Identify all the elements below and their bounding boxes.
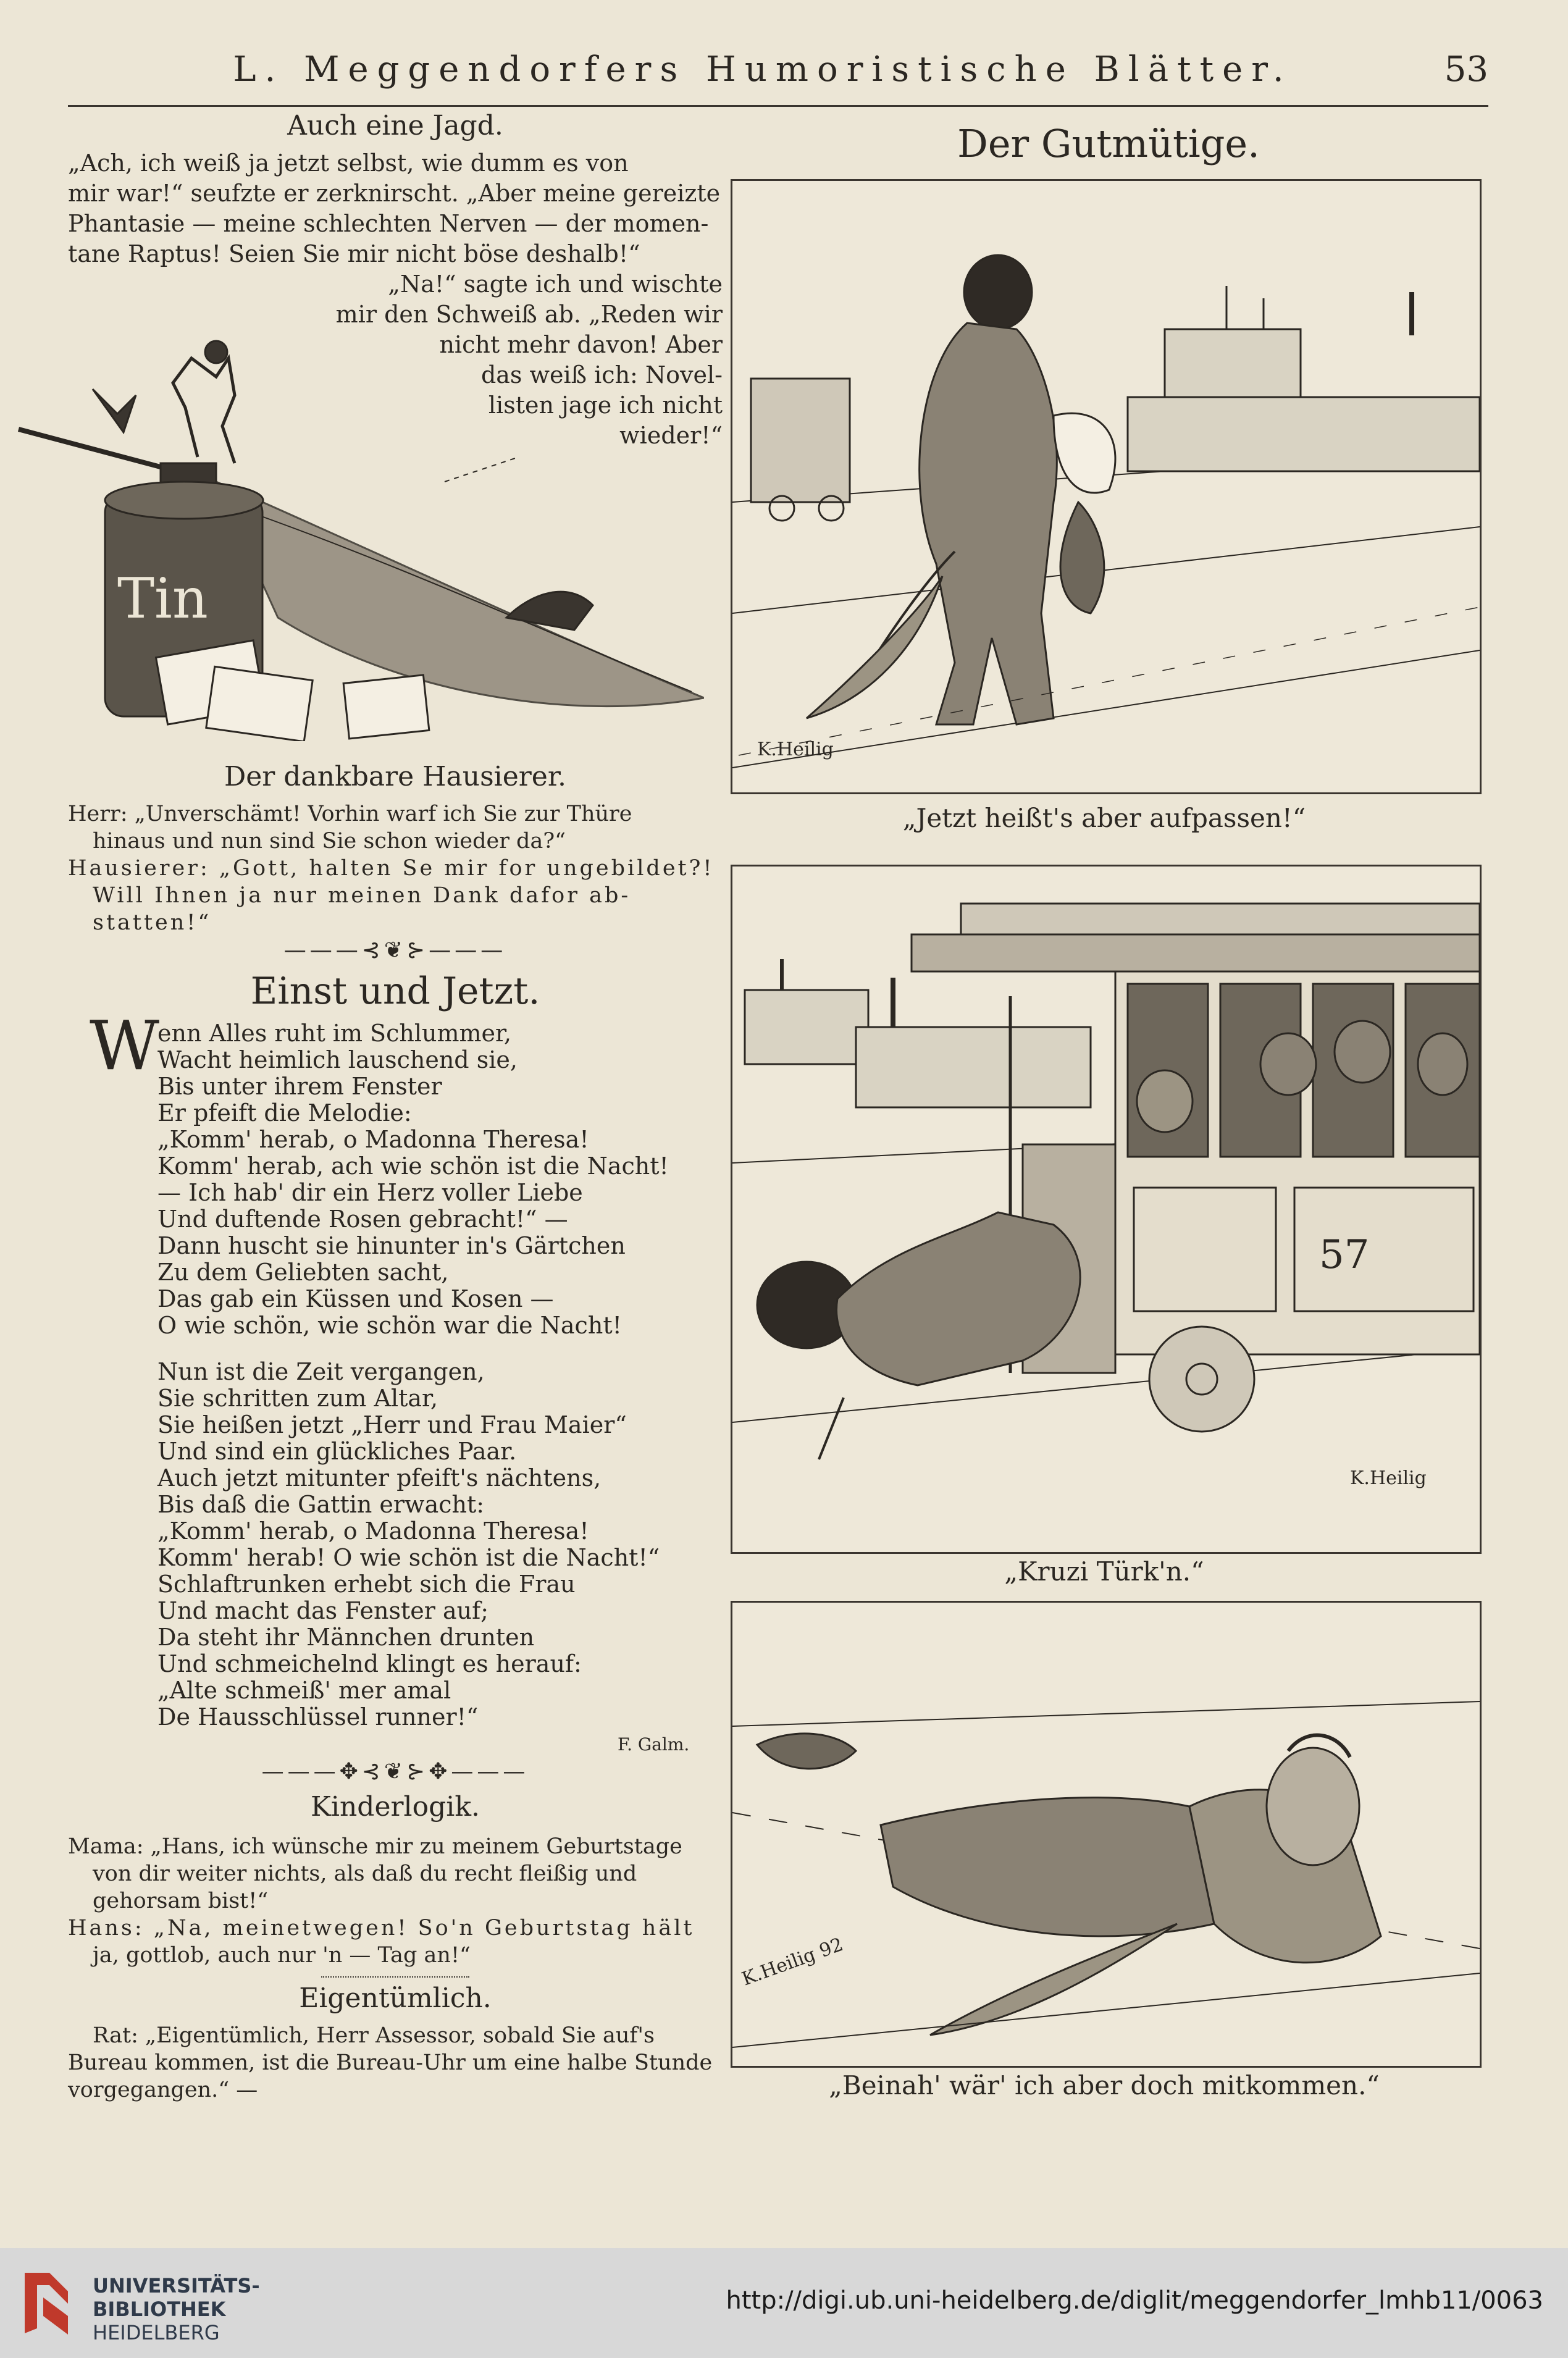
comic-panel-3 bbox=[731, 1601, 1482, 2068]
einst-s2-line-13: „Alte schmeiß' mer amal bbox=[157, 1677, 451, 1704]
panel-2-drawing bbox=[732, 866, 1480, 1552]
panel-3-caption: „Beinah' wär' ich aber doch mitkommen.“ bbox=[829, 2070, 1380, 2100]
einst-s1-line-11: Das gab ein Küssen und Kosen — bbox=[157, 1285, 554, 1312]
gutmuetige-title: Der Gutmütige. bbox=[957, 121, 1260, 166]
source-url-link[interactable]: http://digi.ub.uni-heidelberg.de/diglit/meggendorfer_lmhb11/0063 bbox=[726, 2286, 1543, 2315]
library-name-line-3: HEIDELBERG bbox=[93, 2321, 220, 2344]
poem-author: F. Galm. bbox=[618, 1734, 690, 1755]
drop-cap: W bbox=[90, 1006, 160, 1085]
university-logo-icon[interactable] bbox=[19, 2267, 74, 2339]
einst-s1-line-3: Bis unter ihrem Fenster bbox=[157, 1073, 442, 1100]
hausierer-line-3: Hausierer: „Gott, halten Se mir for ungebildet?! bbox=[68, 856, 715, 881]
hausierer-line-1: Herr: „Unverschämt! Vorhin warf ich Sie zur Thüre bbox=[68, 802, 632, 826]
kinderlogik-title: Kinderlogik. bbox=[311, 1791, 480, 1823]
svg-text:Tin: Tin bbox=[117, 566, 208, 631]
inkwell-drawing bbox=[12, 296, 704, 741]
einst-s2-line-3: Sie heißen jetzt „Herr und Frau Maier“ bbox=[157, 1411, 627, 1438]
einst-stanza-1 bbox=[157, 1020, 713, 1339]
jagd-line-2: mir war!“ seufzte er zerknirscht. „Aber meine gereizte bbox=[68, 180, 721, 207]
hausierer-title: Der dankbare Hausierer. bbox=[224, 761, 567, 792]
panel-1-caption: „Jetzt heißt's aber aufpassen!“ bbox=[902, 803, 1306, 833]
einst-s1-line-12: O wie schön, wie schön war die Nacht! bbox=[157, 1312, 622, 1339]
einst-s2-line-5: Auch jetzt mitunter pfeift's nächtens, bbox=[157, 1464, 602, 1492]
wavy-divider bbox=[321, 1970, 469, 1978]
jagd-line-9: listen jage ich nicht bbox=[488, 392, 723, 419]
einst-s2-line-8: Komm' herab! O wie schön ist die Nacht!“ bbox=[157, 1544, 660, 1571]
einst-title: Einst und Jetzt. bbox=[250, 970, 540, 1013]
journal-title: L. Meggendorfers Humoristische Blätter. bbox=[233, 49, 1293, 90]
einst-s2-line-6: Bis daß die Gattin erwacht: bbox=[157, 1491, 485, 1518]
einst-s1-line-7: — Ich hab' dir ein Herz voller Liebe bbox=[157, 1179, 583, 1206]
einst-s1-line-1: enn Alles ruht im Schlummer, bbox=[157, 1020, 512, 1047]
kinderlogik-line-5: ja, gottlob, auch nur 'n — Tag an!“ bbox=[93, 1943, 471, 1968]
library-name-line-2: BIBLIOTHEK bbox=[93, 2297, 226, 2321]
jagd-line-7: nicht mehr davon! Aber bbox=[439, 331, 723, 358]
library-footer bbox=[0, 2248, 1568, 2358]
kinderlogik-line-4: Hans: „Na, meinetwegen! So'n Geburtstag hält bbox=[68, 1916, 695, 1941]
page-number: 53 bbox=[1444, 49, 1488, 90]
jagd-line-10: wieder!“ bbox=[619, 422, 723, 449]
panel-2-caption: „Kruzi Türk'n.“ bbox=[1004, 1556, 1204, 1587]
jagd-title: Auch eine Jagd. bbox=[287, 110, 503, 141]
library-name[interactable] bbox=[93, 2274, 260, 2344]
page-header bbox=[68, 25, 1488, 107]
hausierer-line-5: statten!“ bbox=[93, 910, 212, 935]
jagd-line-3: Phantasie — meine schlechten Nerven — der momen- bbox=[68, 210, 709, 237]
einst-s2-line-10: Und macht das Fenster auf; bbox=[157, 1597, 489, 1624]
einst-s1-line-5: „Komm' herab, o Madonna Theresa! bbox=[157, 1126, 589, 1153]
einst-s2-line-7: „Komm' herab, o Madonna Theresa! bbox=[157, 1517, 589, 1545]
panel-1-signature: K.Heilig bbox=[757, 739, 834, 760]
kinderlogik-line-3: gehorsam bist!“ bbox=[93, 1889, 269, 1913]
einst-s2-line-4: Und sind ein glückliches Paar. bbox=[157, 1438, 517, 1465]
library-name-line-1: UNIVERSITÄTS- bbox=[93, 2274, 260, 2297]
einst-s2-line-11: Da steht ihr Männchen drunten bbox=[157, 1624, 535, 1651]
einst-s1-line-9: Dann huscht sie hinunter in's Gärtchen bbox=[157, 1232, 626, 1259]
panel-3-drawing bbox=[732, 1603, 1480, 2066]
einst-stanza-2 bbox=[157, 1359, 713, 1731]
kinderlogik-text bbox=[68, 1833, 723, 1969]
jagd-line-1: „Ach, ich weiß ja jetzt selbst, wie dumm es von bbox=[68, 149, 629, 177]
hausierer-line-4: Will Ihnen ja nur meinen Dank dafor ab- bbox=[93, 883, 631, 908]
hausierer-line-2: hinaus und nun sind Sie schon wieder da?“ bbox=[93, 829, 566, 854]
kinderlogik-line-2: von dir weiter nichts, als daß du recht fleißig und bbox=[93, 1861, 637, 1886]
ornament-divider-1: ———⊰❦⊱——— bbox=[283, 938, 507, 963]
einst-s2-line-14: De Hausschlüssel runner!“ bbox=[157, 1703, 479, 1731]
hausierer-text bbox=[68, 800, 723, 936]
comic-panel-2 bbox=[731, 865, 1482, 1554]
jagd-line-4: tane Raptus! Seien Sie mir nicht böse deshalb!“ bbox=[68, 240, 640, 267]
eigentuemlich-line-1: Rat: „Eigentümlich, Herr Assessor, sobald Sie auf's bbox=[93, 2023, 655, 2048]
eigentuemlich-line-3: vorgegangen.“ — bbox=[68, 2078, 258, 2102]
einst-s1-line-6: Komm' herab, ach wie schön ist die Nacht! bbox=[157, 1152, 669, 1180]
jagd-line-8: das weiß ich: Novel- bbox=[480, 361, 723, 388]
panel-3-signature: K.Heilig 92 bbox=[739, 1933, 846, 1991]
einst-s1-line-10: Zu dem Geliebten sacht, bbox=[157, 1259, 449, 1286]
einst-s2-line-1: Nun ist die Zeit vergangen, bbox=[157, 1358, 485, 1385]
einst-s2-line-12: Und schmeichelnd klingt es herauf: bbox=[157, 1650, 582, 1677]
panel-1-drawing bbox=[732, 181, 1480, 792]
einst-s1-line-8: Und duftende Rosen gebracht!“ — bbox=[157, 1206, 568, 1233]
eigentuemlich-title: Eigentümlich. bbox=[299, 1982, 492, 2014]
eigentuemlich-line-2: Bureau kommen, ist die Bureau-Uhr um eine halbe Stunde bbox=[68, 2050, 713, 2075]
eigentuemlich-text bbox=[68, 2022, 723, 2104]
jagd-line-6: mir den Schweiß ab. „Reden wir bbox=[335, 301, 723, 328]
kinderlogik-line-1: Mama: „Hans, ich wünsche mir zu meinem Geburtstage bbox=[68, 1834, 682, 1859]
inkwell-illustration bbox=[12, 296, 704, 741]
einst-s1-line-4: Er pfeift die Melodie: bbox=[157, 1099, 412, 1127]
jagd-line-5: „Na!“ sagte ich und wischte bbox=[388, 271, 723, 298]
einst-s2-line-9: Schlaftrunken erhebt sich die Frau bbox=[157, 1571, 576, 1598]
panel-2-signature: K.Heilig bbox=[1350, 1467, 1427, 1489]
comic-panel-1 bbox=[731, 179, 1482, 794]
einst-s1-line-2: Wacht heimlich lauschend sie, bbox=[157, 1046, 518, 1073]
tram-number: 57 bbox=[1319, 1232, 1370, 1278]
einst-s2-line-2: Sie schritten zum Altar, bbox=[157, 1385, 438, 1412]
ornament-divider-2: ———✥⊰❦⊱✥——— bbox=[261, 1759, 529, 1784]
